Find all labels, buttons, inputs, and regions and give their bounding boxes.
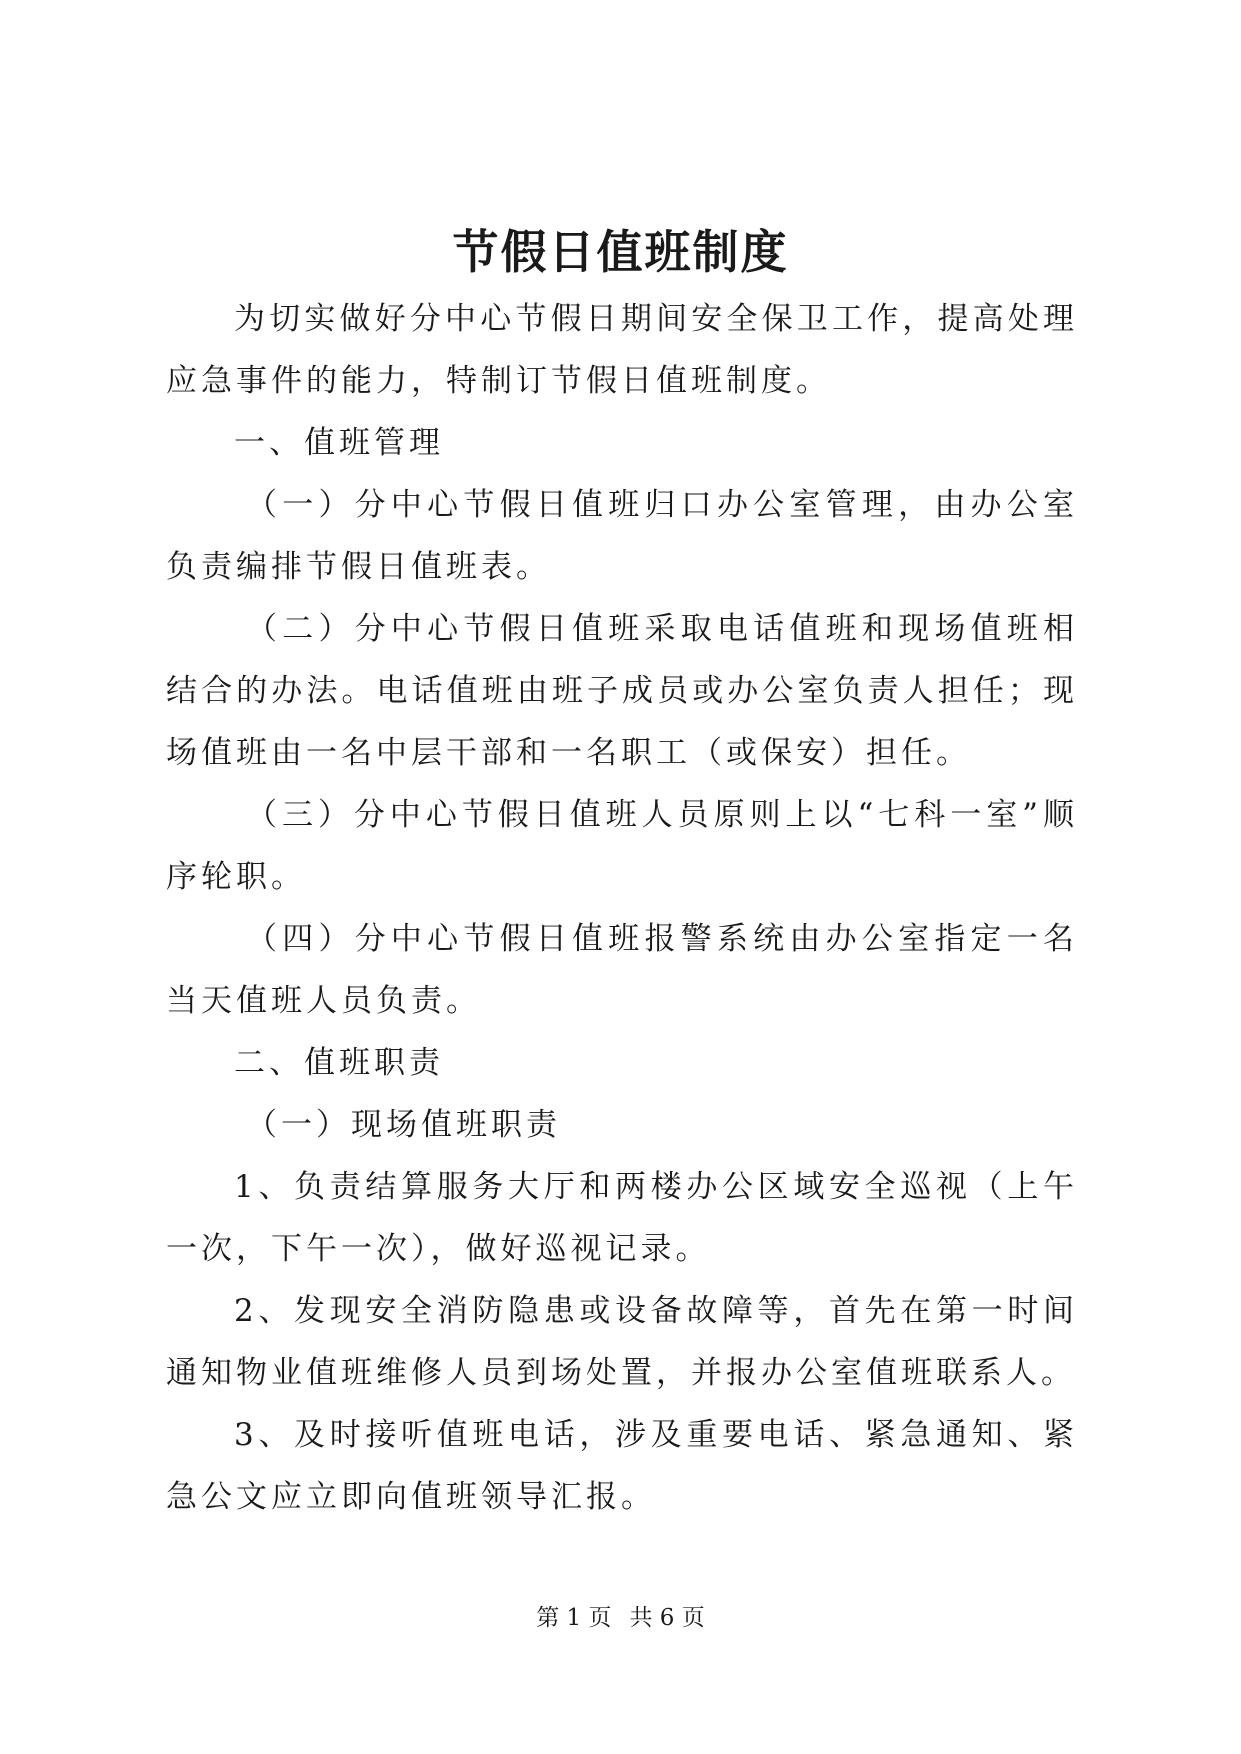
intro-paragraph: 为切实做好分中心节假日期间安全保卫工作，提高处理应急事件的能力，特制订节假日值班制度。 (166, 301, 1078, 399)
list-item: （三）分中心节假日值班人员原则上以“七科一室”顺序轮职。 (166, 797, 1078, 895)
section-heading-duty-responsibilities: 二、值班职责 (234, 1045, 444, 1081)
list-item: 3、及时接听值班电话，涉及重要电话、紧急通知、紧急公文应立即向值班领导汇报。 (166, 1417, 1078, 1515)
list-item: 1、负责结算服务大厅和两楼办公区域安全巡视（上午一次，下午一次），做好巡视记录。 (166, 1169, 1078, 1267)
list-item: （一）分中心节假日值班归口办公室管理，由办公室负责编排节假日值班表。 (166, 487, 1078, 585)
list-item: （二）分中心节假日值班采取电话值班和现场值班相结合的办法。电话值班由班子成员或办公室负责人担任；现场值班由一名中层干部和一名职工（或保安）担任。 (166, 611, 1078, 771)
list-item: 2、发现安全消防隐患或设备故障等，首先在第一时间通知物业值班维修人员到场处置，并报办公室值班联系人。 (166, 1293, 1078, 1391)
list-item: （四）分中心节假日值班报警系统由办公室指定一名当天值班人员负责。 (166, 921, 1078, 1019)
page-total: 共 6 页 (629, 1605, 705, 1631)
section-heading-duty-management: 一、值班管理 (234, 425, 444, 461)
document-body (166, 288, 1078, 1528)
document-title: 节假日值班制度 (452, 225, 789, 279)
page-footer (0, 1603, 1241, 1633)
subsection-heading-onsite-duty: （一）现场值班职责 (246, 1107, 561, 1143)
page-number: 第 1 页 (536, 1605, 612, 1631)
